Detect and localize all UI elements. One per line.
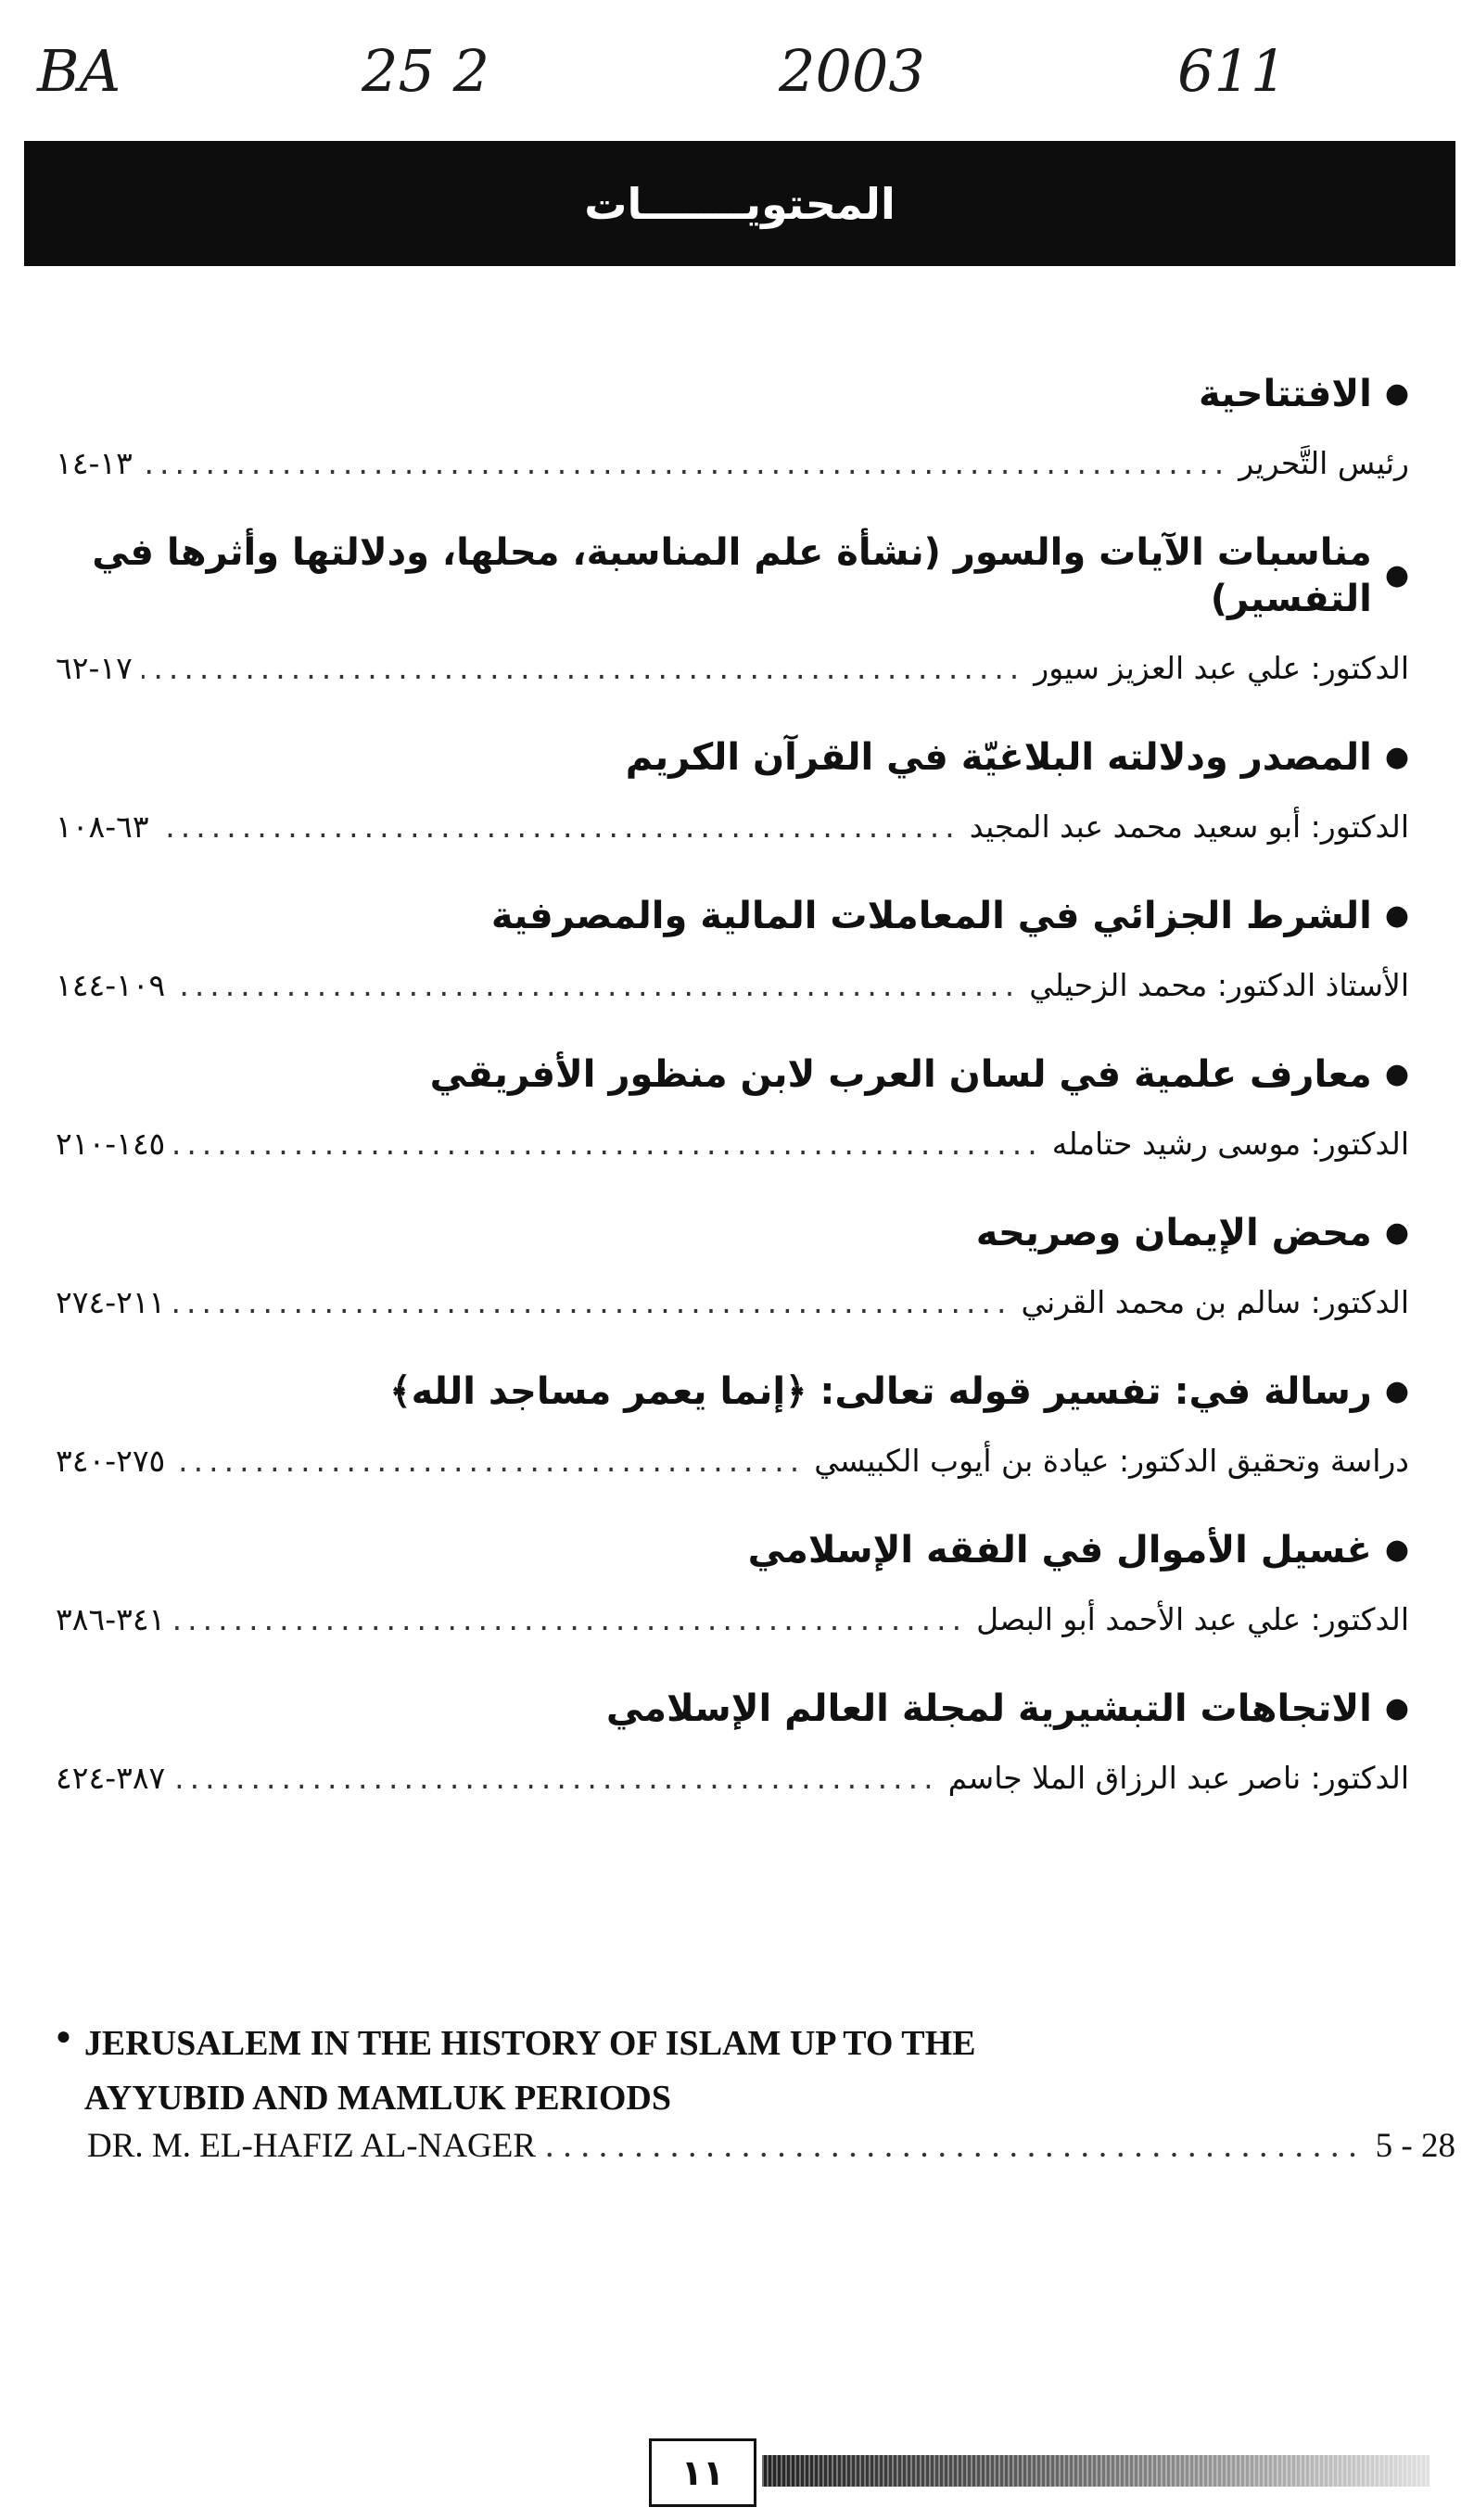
page-number: ١١ — [680, 2452, 725, 2493]
dot-leader — [174, 1126, 1042, 1162]
bullet-icon: ● — [1384, 1534, 1409, 1567]
entry-pages: ١٣-١٤ — [56, 445, 133, 481]
handwritten-note: BA — [37, 37, 121, 105]
entry-pages: ١٧-٦٢ — [56, 650, 133, 686]
dot-leader — [174, 1443, 805, 1479]
dot-leader — [174, 1284, 1011, 1320]
english-title-line1: JERUSALEM IN THE HISTORY OF ISLAM UP TO THE — [83, 2024, 976, 2063]
dot-leader — [174, 1760, 938, 1796]
entry-author: الدكتور: ناصر عبد الرزاق الملا جاسم — [947, 1760, 1409, 1796]
bullet-icon: ● — [1384, 1058, 1409, 1091]
entry-author: الدكتور: أبو سعيد محمد عبد المجيد — [969, 808, 1409, 845]
entry-pages: ٢١١-٢٧٤ — [56, 1284, 166, 1320]
entry-pages: ٢٧٥-٣٤٠ — [56, 1443, 166, 1479]
dot-leader — [174, 967, 1020, 1003]
entry-title: معارف علمية في لسان العرب لابن منظور الأفريقي — [429, 1053, 1372, 1096]
english-title-line2: AYYUBID AND MAMLUK PERIODS — [83, 2078, 671, 2118]
entry-title: رسالة في: تفسير قوله تعالى: ﴿إنما يعمر مساجد الله﴾ — [389, 1370, 1372, 1413]
toc-entry[interactable] — [56, 371, 1409, 481]
bullet-icon: ● — [56, 2022, 71, 2051]
bullet-icon: ● — [1384, 741, 1409, 774]
toc-entry[interactable] — [56, 893, 1409, 1003]
handwritten-note: 25 2 — [362, 37, 490, 105]
entry-author: الدكتور: موسى رشيد حتامله — [1051, 1126, 1409, 1162]
entry-pages: ٣٤١-٣٨٦ — [56, 1601, 166, 1637]
entry-author: رئيس التَّحرير — [1239, 445, 1409, 481]
dot-leader — [142, 445, 1229, 481]
page-footer — [649, 2438, 1446, 2505]
bullet-icon: ● — [1384, 1375, 1409, 1408]
entry-author: الأستاذ الدكتور: محمد الزحيلي — [1029, 967, 1409, 1003]
dot-leader — [159, 808, 960, 845]
english-author: DR. M. EL-HAFIZ AL-NAGER — [87, 2126, 537, 2165]
entry-author: الدكتور: علي عبد الأحمد أبو البصل — [976, 1601, 1409, 1637]
entry-title: الافتتاحية — [1199, 373, 1372, 415]
contents-title: المحتويـــــــات — [584, 178, 896, 229]
entry-title: الاتجاهات التبشيرية لمجلة العالم الإسلامي — [605, 1687, 1372, 1730]
bullet-icon: ● — [1384, 559, 1409, 592]
entry-author: الدكتور: علي عبد العزيز سيور — [1034, 650, 1409, 686]
entry-title: المصدر ودلالته البلاغيّة في القرآن الكريم — [625, 736, 1372, 779]
decorative-gradient-bar — [762, 2455, 1430, 2487]
entry-title: محض الإيمان وصريحه — [975, 1212, 1372, 1254]
contents-header-bar — [24, 141, 1455, 266]
entry-title: مناسبات الآيات والسور (نشأة علم المناسبة، محلها، ودلالتها وأثرها في التفسير) — [92, 531, 1372, 620]
bullet-icon: ● — [1384, 1216, 1409, 1250]
toc-entry[interactable] — [56, 1051, 1409, 1162]
bullet-icon: ● — [1384, 377, 1409, 411]
entry-author: الدكتور: سالم بن محمد القرني — [1021, 1284, 1409, 1320]
handwritten-note: 2003 — [779, 37, 925, 105]
toc-entry[interactable] — [56, 1210, 1409, 1320]
entry-pages: ١٤٥-٢١٠ — [56, 1126, 166, 1162]
dot-leader — [545, 2126, 1366, 2166]
toc-entry[interactable] — [56, 734, 1409, 845]
entry-title: غسيل الأموال في الفقه الإسلامي — [747, 1529, 1372, 1572]
entry-pages: ١٠٩-١٤٤ — [56, 967, 166, 1003]
dot-leader — [142, 650, 1024, 686]
toc-entry[interactable] — [56, 1686, 1409, 1796]
bullet-icon: ● — [1384, 899, 1409, 933]
entry-author: دراسة وتحقيق الدكتور: عيادة بن أيوب الكبيسي — [814, 1443, 1409, 1479]
english-pages: 5 - 28 — [1375, 2126, 1455, 2165]
dot-leader — [174, 1601, 967, 1637]
entry-pages: ٣٨٧-٤٢٤ — [56, 1760, 166, 1796]
toc-entry[interactable] — [56, 1527, 1409, 1637]
page-number-box — [649, 2438, 756, 2507]
toc-entry[interactable] — [56, 529, 1409, 686]
toc-entry[interactable] — [56, 1368, 1409, 1479]
bullet-icon: ● — [1384, 1692, 1409, 1725]
entry-title: الشرط الجزائي في المعاملات المالية والمصرفية — [490, 895, 1372, 937]
handwritten-note: 611 — [1177, 37, 1288, 105]
toc-entry-english[interactable] — [56, 2017, 1455, 2166]
table-of-contents — [56, 371, 1409, 1844]
entry-pages: ٦٣-١٠٨ — [56, 808, 149, 845]
